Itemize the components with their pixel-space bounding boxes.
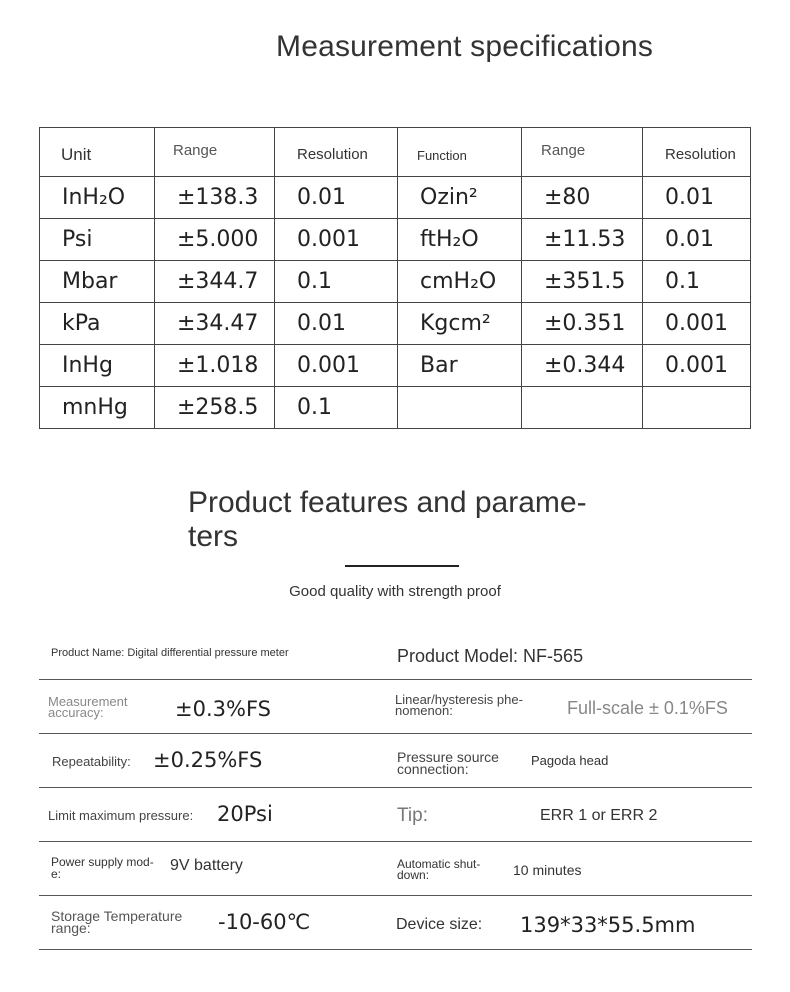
spec-cell: ±1.018: [155, 345, 275, 387]
spec-cell: 0.001: [275, 219, 398, 261]
tagline: Good quality with strength proof: [289, 583, 501, 600]
spec-table: [39, 127, 751, 429]
spec-cell: ±0.344: [522, 345, 643, 387]
param-row: [39, 788, 752, 842]
spec-cell: kPa: [40, 303, 155, 345]
spec-cell: mnHg: [40, 387, 155, 429]
accuracy-label: [48, 696, 127, 718]
shutdown-label-line-2: down:: [397, 868, 430, 882]
power-label-line-1: Power supply mod-: [51, 855, 154, 869]
product-model: Product Model: NF-565: [397, 646, 584, 666]
spec-cell: 0.01: [643, 177, 751, 219]
linearity-label: [395, 694, 523, 716]
linearity-label-line-2: nomenon:: [395, 703, 453, 718]
header-range-2: Range: [522, 128, 643, 177]
spec-cell: Psi: [40, 219, 155, 261]
spec-cell: Bar: [398, 345, 522, 387]
param-row: [39, 842, 752, 896]
param-row: [39, 896, 752, 950]
spec-cell: Mbar: [40, 261, 155, 303]
spec-cell: [398, 387, 522, 429]
spec-cell: ±34.47: [155, 303, 275, 345]
repeatability-value: ±0.25%FS: [153, 748, 263, 772]
size-label: Device size:: [396, 916, 483, 933]
pressure-source-label-line-2: connection:: [397, 761, 469, 777]
power-value: 9V battery: [170, 857, 243, 874]
storage-value: -10-60℃: [218, 910, 311, 934]
features-title-line-2: ters: [188, 520, 239, 553]
linearity-value: Full-scale ± 0.1%FS: [567, 698, 728, 718]
header-function: Function: [398, 128, 522, 177]
product-name: Product Name: Digital differential pressure meter: [51, 647, 289, 659]
spec-row: [40, 219, 751, 261]
param-row: [39, 734, 752, 788]
spec-title: Measurement specifications: [276, 30, 654, 63]
spec-cell: ±0.351: [522, 303, 643, 345]
linearity-label-line-1: Linear/hysteresis phe-: [395, 692, 523, 707]
accuracy-label-line-1: Measurement: [48, 694, 128, 709]
spec-cell: 0.1: [275, 387, 398, 429]
spec-cell: 0.001: [643, 345, 751, 387]
tip-label: Tip:: [397, 805, 428, 826]
pressure-source-value: Pagoda head: [531, 753, 609, 768]
spec-cell: [643, 387, 751, 429]
storage-label-line-1: Storage Temperature: [51, 908, 183, 924]
spec-cell: 0.001: [275, 345, 398, 387]
spec-cell: Ozin²: [398, 177, 522, 219]
header-resolution: Resolution: [275, 128, 398, 177]
spec-row: [40, 387, 751, 429]
spec-cell: 0.001: [643, 303, 751, 345]
spec-cell: 0.1: [643, 261, 751, 303]
spec-row: [40, 303, 751, 345]
spec-cell: 0.01: [643, 219, 751, 261]
spec-cell: ±80: [522, 177, 643, 219]
limit-pressure-label: Limit maximum pressure:: [48, 808, 194, 823]
header-unit: Unit: [40, 128, 155, 177]
repeatability-label: Repeatability:: [52, 754, 131, 769]
accuracy-value: ±0.3%FS: [175, 697, 271, 721]
spec-cell: ±138.3: [155, 177, 275, 219]
spec-cell: InHg: [40, 345, 155, 387]
spec-header-row: [40, 128, 751, 177]
spec-row: [40, 345, 751, 387]
spec-cell: InH₂O: [40, 177, 155, 219]
power-label: [51, 856, 154, 880]
limit-pressure-value: 20Psi: [217, 802, 273, 826]
spec-row: [40, 261, 751, 303]
features-title: [188, 486, 608, 554]
pressure-source-label: [397, 751, 499, 775]
tip-value: ERR 1 or ERR 2: [540, 807, 658, 824]
header-resolution-2: Resolution: [643, 128, 751, 177]
spec-cell: ±11.53: [522, 219, 643, 261]
shutdown-label: [397, 859, 480, 881]
spec-cell: ±351.5: [522, 261, 643, 303]
title-underline: [345, 565, 459, 567]
spec-cell: ftH₂O: [398, 219, 522, 261]
header-range: Range: [155, 128, 275, 177]
spec-cell: 0.01: [275, 177, 398, 219]
spec-row: [40, 177, 751, 219]
parameters-list: [39, 627, 752, 950]
spec-cell: ±344.7: [155, 261, 275, 303]
features-title-line-1: Product features and parame-: [188, 486, 587, 519]
power-label-line-2: e:: [51, 867, 62, 881]
spec-cell: 0.1: [275, 261, 398, 303]
storage-label-line-2: range:: [51, 920, 91, 936]
size-value: 139*33*55.5mm: [520, 913, 696, 937]
accuracy-label-line-2: accuracy:: [48, 705, 104, 720]
spec-cell: Kgcm²: [398, 303, 522, 345]
param-row: [39, 627, 752, 680]
spec-cell: [522, 387, 643, 429]
spec-cell: cmH₂O: [398, 261, 522, 303]
shutdown-value: 10 minutes: [513, 862, 582, 878]
spec-cell: ±5.000: [155, 219, 275, 261]
spec-cell: ±258.5: [155, 387, 275, 429]
storage-label: [51, 910, 182, 934]
shutdown-label-line-1: Automatic shut-: [397, 857, 481, 871]
spec-cell: 0.01: [275, 303, 398, 345]
param-row: [39, 680, 752, 734]
pressure-source-label-line-1: Pressure source: [397, 749, 499, 765]
